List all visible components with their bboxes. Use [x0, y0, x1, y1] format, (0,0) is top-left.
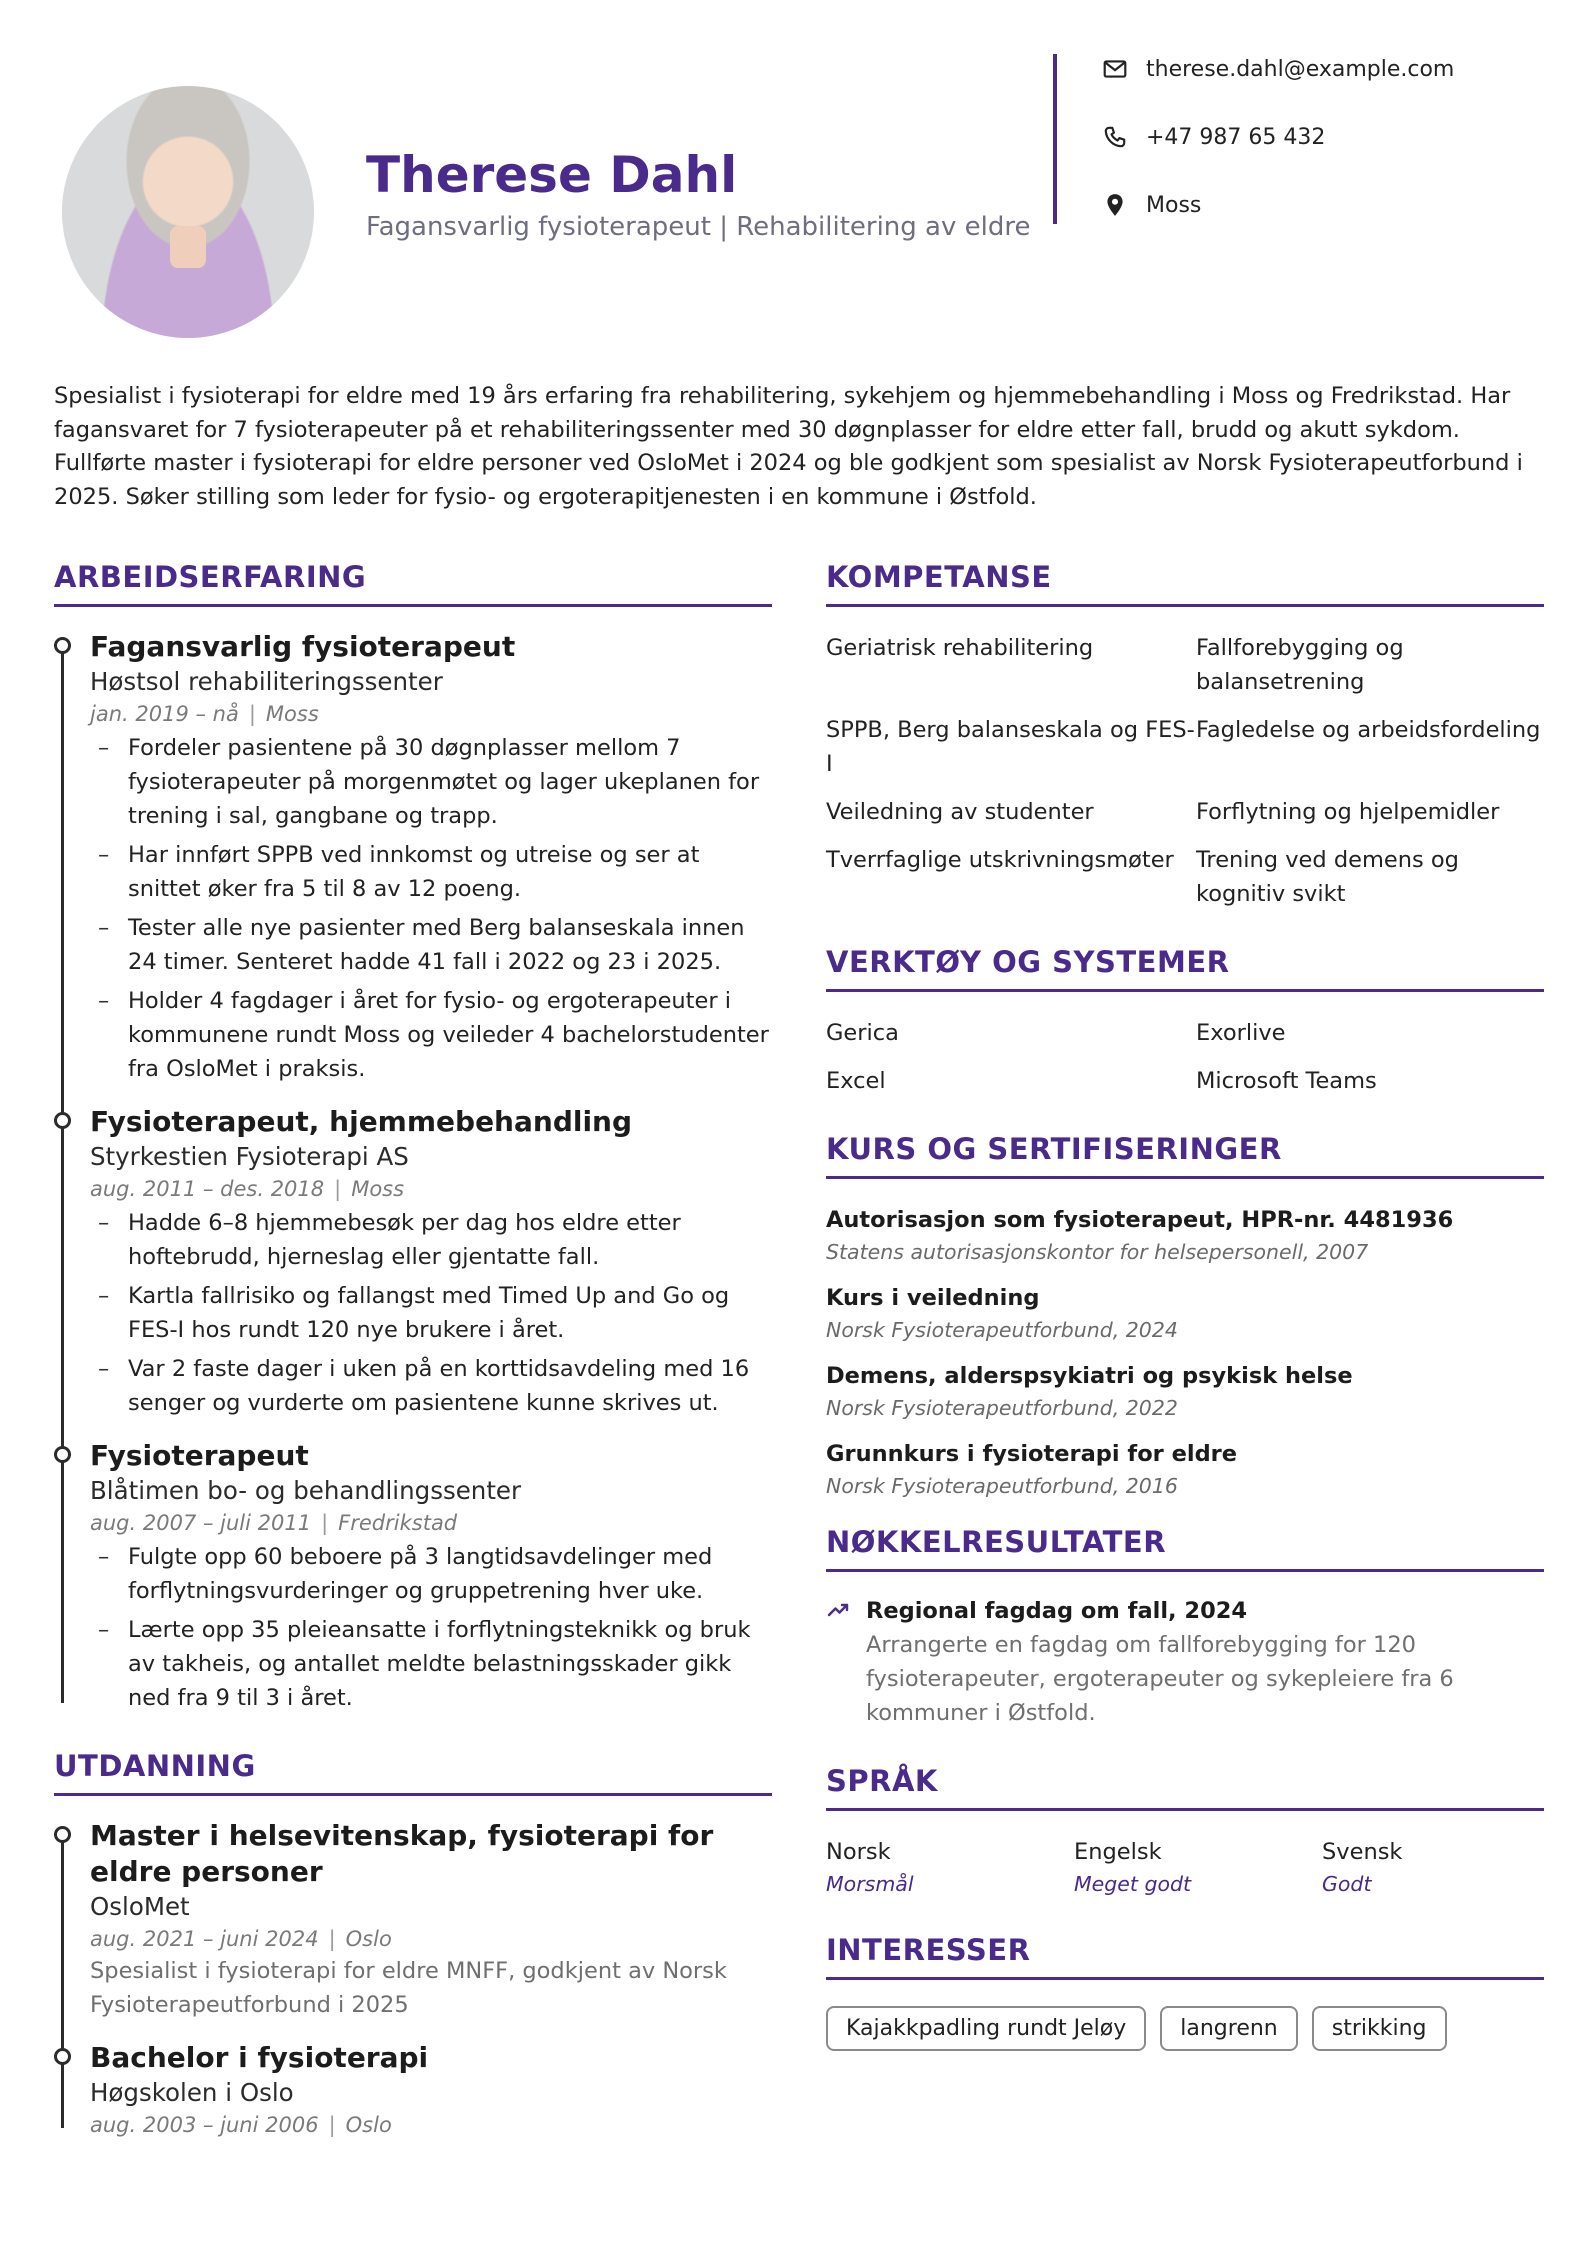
timeline-dot — [54, 637, 71, 654]
result-title: Regional fagdag om fall, 2024 — [866, 1598, 1248, 1624]
section-title-courses: KURS OG SERTIFISERINGER — [826, 1132, 1544, 1179]
interest-tag: langrenn — [1160, 2006, 1298, 2051]
experience-entry — [54, 1438, 772, 1715]
trend-up-icon — [826, 1598, 854, 1624]
course-title: Kurs i veiledning — [826, 1285, 1040, 1311]
education-meta: aug. 2003 – juni 2006 | Oslo — [90, 2113, 392, 2137]
interest-tag: Kajakkpadling rundt Jeløy — [826, 2006, 1146, 2051]
skills-grid — [826, 631, 1544, 911]
timeline-dot — [54, 1826, 71, 1843]
skill-item: Trening ved demens og kognitiv svikt — [1196, 847, 1459, 907]
skill-item: Forflytning og hjelpemidler — [1196, 799, 1500, 825]
section-title-tools: VERKTØY OG SYSTEMER — [826, 945, 1544, 992]
course-title: Autorisasjon som fysioterapeut, HPR-nr. 4481936 — [826, 1207, 1454, 1233]
tools-grid — [826, 1016, 1544, 1098]
bullet: – Var 2 faste dager i uken på en korttidsavdeling med 16 senger og vurderte om pasientene kunne skrives ut. — [90, 1352, 772, 1420]
course-title: Demens, alderspsykiatri og psykisk helse — [826, 1363, 1353, 1389]
course-title: Grunnkurs i fysioterapi for eldre — [826, 1441, 1238, 1467]
degree-title: Master i helsevitenskap, fysioterapi for eldre personer — [90, 1819, 714, 1888]
education-entry — [54, 2040, 772, 2140]
contact-email[interactable] — [1100, 54, 1454, 84]
section-title-results: NØKKELRESULTATER — [826, 1525, 1544, 1572]
contact-location — [1100, 190, 1201, 220]
section-title-skills: KOMPETANSE — [826, 560, 1544, 607]
phone-icon — [1100, 122, 1130, 152]
skill-item: Veiledning av studenter — [826, 799, 1094, 825]
job-bullets — [90, 1206, 772, 1420]
language-name: Norsk — [826, 1839, 891, 1865]
employer: Styrkestien Fysioterapi AS — [90, 1142, 409, 1171]
job-meta: aug. 2011 – des. 2018 | Moss — [90, 1177, 405, 1201]
candidate-name: Therese Dahl — [366, 146, 738, 204]
tool-item: Gerica — [826, 1020, 899, 1046]
courses-list — [826, 1203, 1544, 1501]
job-title: Fagansvarlig fysioterapeut — [90, 630, 516, 663]
course-issuer: Norsk Fysioterapeutforbund, 2022 — [826, 1396, 1178, 1420]
employer: Høstsol rehabiliteringssenter — [90, 667, 443, 696]
interest-tag: strikking — [1312, 2006, 1447, 2051]
education-entry — [54, 1818, 772, 2022]
skill-item: Tverrfaglige utskrivningsmøter — [826, 847, 1174, 873]
experience-timeline — [54, 629, 772, 1715]
course-issuer: Statens autorisasjonskontor for helsepersonell, 2007 — [826, 1240, 1369, 1264]
location-text: Moss — [1146, 192, 1202, 218]
language-item — [826, 1835, 1074, 1899]
bullet: – Fulgte opp 60 beboere på 3 langtidsavdelinger med forflytningsvurderinger og gruppetrening hver uke. — [90, 1540, 772, 1608]
result-text: Arrangerte en fagdag om fallforebygging for 120 fysioterapeuter, ergoterapeuter og sykepleiere fra 6 kommuner i Østfold. — [866, 1632, 1454, 1726]
degree-title: Bachelor i fysioterapi — [90, 2041, 429, 2074]
course-issuer: Norsk Fysioterapeutforbund, 2016 — [826, 1474, 1178, 1498]
bullet: – Har innført SPPB ved innkomst og utreise og ser at snittet øker fra 5 til 8 av 12 poeng. — [90, 838, 772, 906]
language-name: Engelsk — [1074, 1839, 1162, 1865]
timeline-dot — [54, 1446, 71, 1463]
bullet: – Hadde 6–8 hjemmebesøk per dag hos eldre etter hoftebrudd, hjerneslag eller gjentatte fall. — [90, 1206, 772, 1274]
language-name: Svensk — [1322, 1839, 1403, 1865]
skill-item: Geriatrisk rehabilitering — [826, 635, 1094, 661]
section-title-languages: SPRÅK — [826, 1764, 1544, 1811]
languages-list — [826, 1835, 1544, 1899]
job-meta: jan. 2019 – nå | Moss — [90, 702, 319, 726]
school: Høgskolen i Oslo — [90, 2078, 294, 2107]
profile-summary: Spesialist i fysioterapi for eldre med 19 års erfaring fra rehabilitering, sykehjem og hjemmebehandling i Moss og Fredrikstad. Har fagansvaret for 7 fysioterapeuter på et rehabiliteringssenter med 30 døgnplasser for eldre etter fall, brudd og akutt sykdom. Fullførte master i fysioterapi for eldre personer ved OsloMet i 2024 og ble godkjent som spesialist av Norsk Fysioterapeutforbund i 2025. Søker stilling som leder for fysio- og ergoterapitjenesten i en kommune i Østfold. — [54, 383, 1523, 510]
section-title-experience: ARBEIDSERFARING — [54, 560, 772, 607]
interests-tags — [826, 2006, 1544, 2051]
experience-entry — [54, 629, 772, 1086]
mail-icon — [1100, 54, 1130, 84]
profile-photo — [62, 86, 314, 338]
job-title: Fysioterapeut — [90, 1439, 309, 1472]
left-column — [54, 560, 772, 2158]
tool-item: Exorlive — [1196, 1020, 1286, 1046]
header-divider — [1053, 54, 1057, 224]
tool-item: Excel — [826, 1068, 886, 1094]
education-timeline — [54, 1818, 772, 2140]
bullet: – Holder 4 fagdager i året for fysio- og ergoterapeuter i kommunene rundt Moss og veileder 4 bachelorstudenter fra OsloMet i praksis. — [90, 984, 772, 1086]
job-bullets — [90, 731, 772, 1086]
education-note: Spesialist i fysioterapi for eldre MNFF, godkjent av Norsk Fysioterapeutforbund i 2025 — [90, 1958, 727, 2018]
timeline-dot — [54, 1112, 71, 1129]
language-level: Godt — [1322, 1872, 1372, 1896]
contact-phone[interactable] — [1100, 122, 1325, 152]
right-column — [826, 560, 1544, 2051]
education-meta: aug. 2021 – juni 2024 | Oslo — [90, 1927, 392, 1951]
job-bullets — [90, 1540, 772, 1715]
language-level: Meget godt — [1074, 1872, 1192, 1896]
header — [0, 0, 1588, 360]
job-meta: aug. 2007 – juli 2011 | Fredrikstad — [90, 1511, 458, 1535]
bullet: – Tester alle nye pasienter med Berg balanseskala innen 24 timer. Senteret hadde 41 fall i 2022 og 23 i 2025. — [90, 911, 772, 979]
location-pin-icon — [1100, 190, 1130, 220]
phone-text: +47 987 65 432 — [1146, 124, 1326, 150]
section-title-education: UTDANNING — [54, 1749, 772, 1796]
school: OsloMet — [90, 1892, 190, 1921]
language-item — [1322, 1835, 1544, 1899]
result-item — [826, 1594, 1544, 1730]
skill-item: Fagledelse og arbeidsfordeling — [1196, 717, 1541, 743]
section-title-interests: INTERESSER — [826, 1933, 1544, 1980]
job-title: Fysioterapeut, hjemmebehandling — [90, 1105, 633, 1138]
language-item — [1074, 1835, 1322, 1899]
timeline-dot — [54, 2048, 71, 2065]
experience-entry — [54, 1104, 772, 1420]
course-issuer: Norsk Fysioterapeutforbund, 2024 — [826, 1318, 1178, 1342]
skill-item: SPPB, Berg balanseskala og FES-I — [826, 717, 1195, 777]
bullet: – Fordeler pasientene på 30 døgnplasser mellom 7 fysioterapeuter på morgenmøtet og lager ukeplanen for trening i sal, gangbane og trapp. — [90, 731, 772, 833]
candidate-tagline: Fagansvarlig fysioterapeut | Rehabilitering av eldre — [366, 212, 1031, 242]
bullet: – Lærte opp 35 pleieansatte i forflytningsteknikk og bruk av takheis, og antallet meldte belastningsskader gikk ned fra 9 til 3 i året. — [90, 1613, 772, 1715]
bullet: – Kartla fallrisiko og fallangst med Timed Up and Go og FES-I hos rundt 120 nye brukere i året. — [90, 1279, 772, 1347]
email-text: therese.dahl@example.com — [1146, 56, 1455, 82]
language-level: Morsmål — [826, 1872, 914, 1896]
tool-item: Microsoft Teams — [1196, 1068, 1377, 1094]
employer: Blåtimen bo- og behandlingssenter — [90, 1476, 522, 1505]
skill-item: Fallforebygging og balansetrening — [1196, 635, 1404, 695]
